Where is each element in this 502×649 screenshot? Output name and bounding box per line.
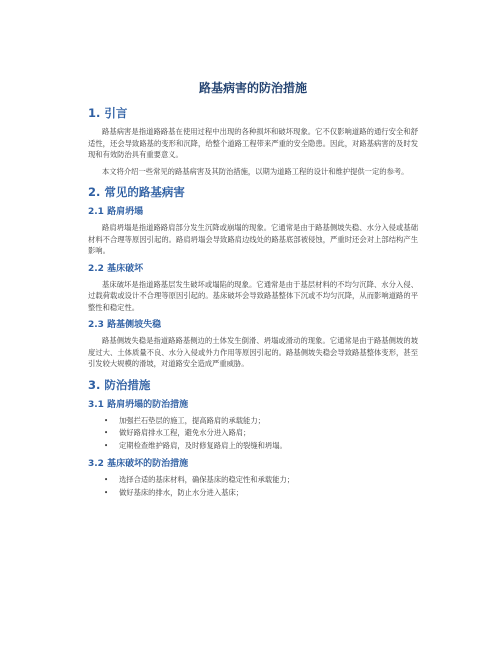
- list-item-text: 做好路肩排水工程，避免水分进入路肩；: [119, 428, 251, 437]
- list-item-text: 选择合适的基床材料，确保基床的稳定性和承载能力；: [119, 475, 295, 484]
- list-item: [88, 415, 418, 428]
- subsection-heading: 2.1 路肩坍塌: [88, 207, 144, 217]
- paragraph: 路基病害是指道路路基在使用过程中出现的各种损坏和破坏现象。它不仅影响道路的通行安全和舒适性，还会导致路基的变形和沉降，给整个道路工程带来严重的安全隐患。因此，对路基病害的及时发现和有效防治具有重要意义。: [88, 127, 418, 159]
- subsection-heading: 3.1 路肩坍塌的防治措施: [88, 399, 189, 410]
- list-item: [88, 487, 418, 500]
- paragraph: 基床破坏是指道路基层发生破坏或塌陷的现象。它通常是由于基层材料的不均匀沉降、水分入侵、过载荷载或设计不合理等原因引起的。基床破坏会导致路基整体下沉或不均匀沉降，从而影响道路的平整性和稳定性。: [88, 279, 418, 312]
- list-item-text: 定期检查维护路肩，及时修复路肩上的裂缝和坍塌。: [119, 440, 287, 450]
- bullet-icon: •: [104, 441, 109, 450]
- section-heading-common-diseases: 2. 常见的路基病害: [88, 185, 185, 199]
- paragraph: 路基侧坡失稳是指道路路基侧边的土体发生倒滑、坍塌或滑动的现象。它通常是由于路基侧坡的坡度过大、土体质量不良、水分入侵或外力作用等原因引起的。路基侧坡失稳会导致路基整体变形，甚至引发较大规模的滑坡，对道路安全造成严重威胁。: [88, 336, 418, 368]
- document-title: 路基病害的防治措施: [198, 81, 307, 95]
- list-item-text: 加强拦石垫层的施工，提高路肩的承载能力；: [119, 415, 265, 425]
- subsection-heading: 3.2 基床破坏的防治措施: [88, 459, 189, 469]
- list-item: [88, 474, 418, 487]
- bullet-icon: •: [104, 416, 109, 425]
- section-heading-intro: 1. 引言: [88, 106, 128, 120]
- subsection-heading: 2.2 基床破坏: [88, 263, 144, 274]
- paragraph: 路肩坍塌是指道路路肩部分发生沉降或崩塌的现象。它通常是由于路基侧坡失稳、水分入侵或基础材料不合理等原因引起的。路肩坍塌会导致路肩边线处的路基底部被侵蚀，严重时还会对上部结构产生影响。: [88, 223, 418, 255]
- list-item-text: 做好基床的排水，防止水分进入基床；: [119, 487, 244, 497]
- bullet-icon: •: [104, 476, 109, 484]
- bullet-list: [88, 474, 418, 499]
- bullet-icon: •: [104, 488, 109, 497]
- list-item: [88, 440, 418, 453]
- paragraph: 本文将介绍一些常见的路基病害及其防治措施，以期为道路工程的设计和维护提供一定的参考。: [102, 166, 409, 176]
- bullet-list: [88, 415, 418, 453]
- document-page: [88, 80, 418, 503]
- list-item: [88, 427, 418, 440]
- section-heading-measures: 3. 防治措施: [88, 377, 151, 392]
- bullet-icon: •: [104, 429, 109, 437]
- subsection-heading: 2.3 路基侧坡失稳: [88, 320, 162, 330]
